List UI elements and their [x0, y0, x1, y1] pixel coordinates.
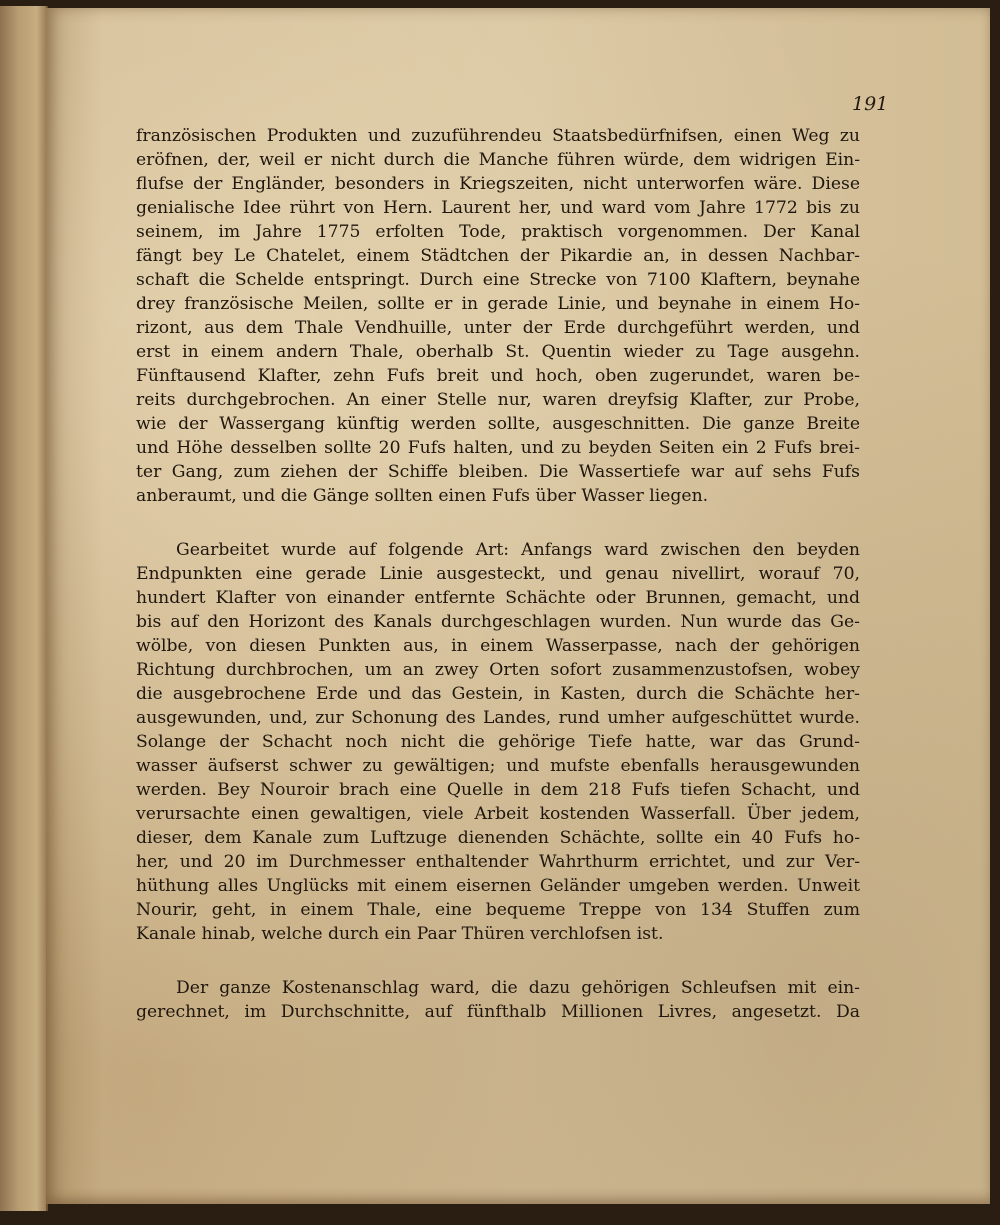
text-line: Nourir, geht, in einem Thale, eine bequeme Treppe von 134 Stuffen zum: [136, 900, 860, 920]
text-line: Der ganze Kostenanschlag ward, die dazu gehörigen Schleufsen mit ein-: [176, 978, 860, 998]
text-line: verursachte einen gewaltigen, viele Arbeit kostenden Wasserfall. Über jedem,: [136, 804, 860, 824]
text-line: Richtung durchbrochen, um an zwey Orten sofort zusammenzustofsen, wobey: [136, 660, 860, 680]
left-page-edge: [0, 6, 48, 1211]
text-line: hundert Klafter von einander entfernte Schächte oder Brunnen, gemacht, und: [136, 588, 860, 608]
text-line: französischen Produkten und zuzuführendeu Staatsbedürfnifsen, einen Weg zu: [136, 126, 860, 146]
text-line: erst in einem andern Thale, oberhalb St. Quentin wieder zu Tage ausgehn.: [136, 342, 860, 362]
text-line: ter Gang, zum ziehen der Schiffe bleiben. Die Wassertiefe war auf sehs Fufs: [136, 462, 860, 482]
text-line: Solange der Schacht noch nicht die gehörige Tiefe hatte, war das Grund-: [136, 732, 860, 752]
text-line: und Höhe desselben sollte 20 Fufs halten, und zu beyden Seiten ein 2 Fufs brei-: [136, 438, 860, 458]
text-line: gerechnet, im Durchschnitte, auf fünfthalb Millionen Livres, angesetzt. Da: [136, 1002, 860, 1022]
text-line: eröfnen, der, weil er nicht durch die Manche führen würde, dem widrigen Ein-: [136, 150, 860, 170]
text-line: anberaumt, und die Gänge sollten einen Fufs über Wasser liegen.: [136, 486, 709, 506]
text-line: wie der Wassergang künftig werden sollte, ausgeschnitten. Die ganze Breite: [136, 414, 860, 434]
text-line: Fünftausend Klafter, zehn Fufs breit und hoch, oben zugerundet, waren be-: [136, 366, 860, 386]
text-line: wölbe, von diesen Punkten aus, in einem Wasserpasse, nach der gehörigen: [136, 636, 860, 656]
text-line: drey französische Meilen, sollte er in gerade Linie, und beynahe in einem Ho-: [136, 294, 860, 314]
text-line: werden. Bey Nouroir brach eine Quelle in dem 218 Fufs tiefen Schacht, und: [136, 780, 860, 800]
text-line: ausgewunden, und, zur Schonung des Landes, rund umher aufgeschüttet wurde.: [136, 708, 860, 728]
text-line: hüthung alles Unglücks mit einem eisernen Geländer umgeben werden. Unweit: [136, 876, 860, 896]
text-line: rizont, aus dem Thale Vendhuille, unter der Erde durchgeführt werden, und: [136, 318, 860, 338]
text-line: her, und 20 im Durchmesser enthaltender Wahrthurm errichtet, und zur Ver-: [136, 852, 860, 872]
text-line: wasser äufserst schwer zu gewältigen; und mufste ebenfalls herausgewunden: [136, 756, 860, 776]
text-line: schaft die Schelde entspringt. Durch eine Strecke von 7100 Klaftern, beynahe: [136, 270, 860, 290]
text-line: bis auf den Horizont des Kanals durchgeschlagen wurden. Nun wurde das Ge-: [136, 612, 860, 632]
text-line: seinem, im Jahre 1775 erfolten Tode, praktisch vorgenommen. Der Kanal: [136, 222, 860, 242]
text-line: fängt bey Le Chatelet, einem Städtchen der Pikardie an, in dessen Nachbar-: [136, 246, 860, 266]
text-line: dieser, dem Kanale zum Luftzuge dienenden Schächte, sollte ein 40 Fufs ho-: [136, 828, 860, 848]
text-line: genialische Idee rührt von Hern. Laurent her, und ward vom Jahre 1772 bis zu: [136, 198, 860, 218]
book-page: [46, 8, 990, 1204]
text-line: flufse der Engländer, besonders in Kriegszeiten, nicht unterworfen wäre. Diese: [136, 174, 860, 194]
text-line: die ausgebrochene Erde und das Gestein, in Kasten, durch die Schächte her-: [136, 684, 860, 704]
text-line: Gearbeitet wurde auf folgende Art: Anfangs ward zwischen den beyden: [176, 540, 860, 560]
page-number: 191: [852, 93, 889, 115]
text-line: Kanale hinab, welche durch ein Paar Thüren verchlofsen ist.: [136, 924, 664, 944]
text-line: Endpunkten eine gerade Linie ausgesteckt, und genau nivellirt, worauf 70,: [136, 564, 860, 584]
text-line: reits durchgebrochen. An einer Stelle nur, waren dreyfsig Klafter, zur Probe,: [136, 390, 860, 410]
